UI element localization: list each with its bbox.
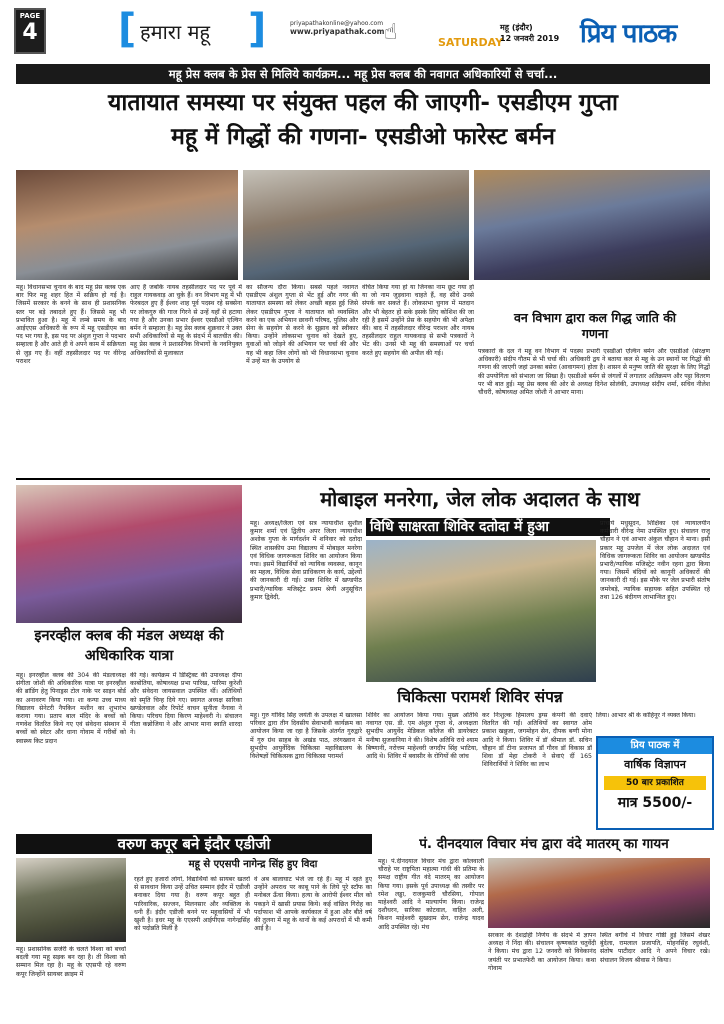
varun-headline: वरुण कपूर बने इंदौर एडीजी	[117, 835, 271, 853]
ticker-text: महू प्रेस क्लब के प्रेस से मिलिये कार्यक्रम... महू प्रेस क्लब की नवागत अधिकारियों से चर्चा...	[168, 67, 558, 81]
health-col-4: लिया। आभार श्री के कोहिनूर ने व्यक्त किया।	[596, 712, 696, 719]
ad-issues: 50 बार प्रकाशित	[604, 776, 706, 790]
ad-subtitle: वार्षिक विज्ञापन	[624, 758, 686, 771]
literacy-camp-photo	[366, 540, 596, 682]
paper-logo: प्रिय पाठक	[580, 19, 677, 49]
press-club-photo-3	[474, 170, 710, 280]
place-date	[500, 22, 559, 44]
varun-headline-bar	[16, 834, 372, 854]
website[interactable]: www.priyapathak.com	[290, 27, 385, 36]
mnrega-text-right: प्राचार्य मधुसूदन, शिक्षिका एवं न्यायालयीन कर्मचारी वीरेन्द्र नेमा उपस्थित हुए। संचालन राजू चौहान ने एवं आभार अंकुल चौहान ने माना। इसी प्रकार महू उपजेल में जेल लोक अदालत एवं विधिक जागरूकता शिविर का आयोजन खण्डपीठ प्रभारी/न्यायिक मजिस्ट्रेट नवीन रहना द्वारा किया गया। जिसमें बंदियों को कानूनी अधिकारों की जानकारी दी गई। इस मौके पर जेल प्रभारी संतोष जमरेबड़े, न्यायिक सहायक सहित उपस्थित रहे तथा 126 बंदीगण लाभान्वित हुए।	[600, 520, 710, 601]
lead-headline-1: यातायात समस्या पर संयुक्त पहल की जाएगी- एसडीएम गुप्ता	[108, 90, 618, 116]
section-title-bracket	[118, 6, 268, 52]
ticker-bar	[16, 64, 710, 84]
health-col-1: महू। गुरु गोविंद सिंह जयंती के उपलक्ष में खालसा परिवार द्वारा तीन दिवसीय सेवाभावी कार्यक्रम का आयोजन किया जा रहा है जिसके अंतर्गत गुरुद्वारे में गुरु ग्रंथ साहब के अखंड पाठ, तरंगख्वान में सुभदीप आयुर्वेदिक चिकित्सा महाविद्यालय के विशेषज्ञों चिकित्सक द्वारा चिकित्सा परामर्श	[250, 712, 362, 761]
day-label: SATURDAY	[438, 36, 504, 49]
deendayal-col-3: स्थित बगीचे में विचार गोष्ठी हुई जिसमें शेखर बुंदेला, रामलाल प्रजापति, मोहनसिंह रघुवंशी, संतोष पाटीदार आदि ने अपने विचार रखे। संचालन विजय श्रीवास ने किया।	[600, 932, 710, 964]
date: 12 जनवरी 2019	[500, 34, 560, 43]
health-headline: चिकित्सा परामर्श शिविर संपन्न	[397, 688, 563, 706]
divider	[16, 478, 710, 480]
forest-side-title: वन विभाग द्वारा कल गिद्ध जाति की गणना	[513, 310, 677, 341]
press-club-photo-1	[16, 170, 238, 280]
press-club-photo-2	[243, 170, 469, 280]
ad-title: प्रिय पाठक में	[598, 738, 712, 754]
deendayal-headline: पं. दीनदयाल विचार मंच द्वारा वंदे मातरम् का गायन	[419, 836, 669, 852]
ad-box[interactable]	[596, 736, 714, 830]
health-col-2: शिविर का आयोजन किया गया। मुख्य अतिथि नवागत एस. डी. एम अंशुल गुप्ता थे, अध्यक्षता सुभदीप आयुर्वेद मेडिकल कॉलेज की डायरेक्टर मनीषा सुजवानिया ने की। विशेष अतिथि राधे श्याम बिष्णानी, नरोत्तम माहेश्वरी जगदीप सिंह भाटिया, आदि थे। शिविर में बवासीर के रोगियों की जांच	[366, 712, 478, 761]
left-bracket-icon: [	[118, 6, 137, 52]
varun-caption: महू। प्रशासनिक सर्जरी के चलते विश्वा को बच्चों बदली गया महू सड़क बन रहा है। ती विश्वा को सम्मान मिल रहा है। महू के एएसपी रहे वरुण कपूर जिन्होंने सायबर क्राइम में	[16, 946, 126, 978]
lead-col-3: का सौजन्य दौरा किया। सबसे पहले नवागत एसडीएम अंशुल गुप्ता से भेंट हुई और नगर की यातायात समस्या को लेकर अच्छी बहस हुई जिसे लेकर एसडीएम गुप्ता ने यातायात को व्यवस्थित करने का एक अभियान छावनी परिषद, पुलिस और सेना के सहयोग से करने के सुझाव को स्वीकार किया। उन्होंने लोकसभा चुनाव को देखते हुए, युवाओं को जोड़ने की अभियान पर चर्चा की और यह भी कहा जिन लोगों को भी विधानसभा चुनाव में उन्हें मत के उपयोग से	[246, 284, 358, 365]
inner-wheel-headline: इनरव्हील क्लब की मंडल अध्यक्ष की अधिकारिक यात्रा	[34, 628, 224, 664]
health-col-3: कर निःशुल्क हिमालय ड्रग्स कंपनी की दवाएं वितरित की गईं। अतिथियों का स्वागत ओम प्रकाश खन्नुजा, जगमोहन सेन, दीपक बग्गी मोना आदि ने किया। शिविर में डॉ श्रीमाल डॉ. सचिन चौहान डॉ टीना प्रजापत डॉ गौरव डॉ विकास डॉ शिवा डॉ मेहा टोकरी ने सेवाएं दीं 165 शिविरार्थियों ने शिविर का लाभ	[482, 712, 592, 769]
deendayal-col-1: महू। पं.दीनदयाल विचार मंच द्वारा कोलवाली चौराहे पर राष्ट्रपिता महात्मा गांधी की प्रतिमा के समक्ष राष्ट्रीय गीत वंदे मातरम् का आयोजन किया गया। इसके पूर्व उपाध्यक्ष की तस्वीर पर रमेश लड्ढा, राजकुमारी चौरसिया, गोपाल माहेश्वरी आदि ने माल्यार्पण किया। राजेन्द्र दशौधरन, सारिका कोटवाल, वाहित अली, किशन माहेश्वरी सुखदाम सेन, राजेन्द्र यादव आदि उपस्थित रहे। मंच	[378, 858, 484, 931]
ad-price: मात्र 5500/-	[617, 795, 693, 811]
deendayal-col-2: सरकार के देशद्रोही निर्णय के संदर्भ में ज्ञापन अध्यक्ष ने निंदा की। संचालन कृष्णकांत चतुर्वेदी ने किया। मंच द्वारा 12 जनवरी को विवेकानंद जयंती पर प्रभातफेरी का आयोजन किया। कथा गोवाम	[488, 932, 596, 972]
right-bracket-icon: ]	[248, 6, 267, 52]
varun-sub-headline: महू से एएसपी नागेन्द्र सिंह हुए विदा	[188, 859, 318, 870]
section-title: हमारा महू	[140, 20, 211, 44]
page-number-badge	[14, 8, 46, 54]
contact-block	[290, 20, 440, 36]
inner-wheel-photo	[16, 485, 242, 623]
lead-headline-2: महू में गिद्धों की गणना- एसडीओ फारेस्ट बर्मन	[171, 124, 555, 150]
mnrega-headline: मोबाइल मनरेगा, जेल लोक अदालत के साथ	[320, 487, 640, 511]
varun-col-2: वे अब बालाघाट भेजे जा रहे हैं। महू में रहते हुए उन्होंने अपराध पर काबू पाने के लिये पूरे स्टॉफ का मनोबल ऊँचा किया। हत्या के आरोपी ईश्वर मील को पकड़ने में खासी प्रयास किये। कई वांछित गिरोह का पर्दाफाश भी आपके कार्यकाल में हुआ और बीते वर्ष की तुलना में महू के थानों के कई अपराधों में भी कमी आई है।	[254, 876, 372, 933]
varun-col-1: रहते हुए हजारों लोगों, विद्यार्थियों को सायबर खतरों से सावधान किया उन्हें उचित सम्मान इंदौर में एडीजी बनाकर दिया गया है। वरुण कपूर बहुत ही पारिवारिक, सज्जन, मिलनसार और व्यक्तित्व के धनी हैं। इंदौर एडीजी बनने पर महूवासियों में भी खुशी है। इधर महू के एएसपी आईपीएस नागेन्द्रसिंह को पदोन्नति मिली है	[134, 876, 250, 933]
page-number: 4	[22, 20, 38, 45]
vande-mataram-photo	[488, 858, 710, 928]
place: महू (इंदौर)	[500, 23, 533, 32]
mnrega-text-left: महू। अध्यक्ष/जिला एवं सत्र न्यायाधीश सुशील कुमार शर्मा एवं द्वितीय अपर जिला न्यायाधीश अशोक गुप्ता के मार्गदर्शन में शनिवार को दतोदा स्थित शासकीय उमा विद्यालय में मोबाइल मनरेगा एवं विधिक जागरूकता शिविर का आयोजन किया गया। इसमें विद्यार्थियों को न्यायिक व्यवस्था, कानून का महत्व, विधिक सेवा प्राधिकरण के कार्य, उद्देश्यों की जानकारी दी गई। उक्त शिविर में खण्डपीठ प्रभारी/न्यायिक मजिस्ट्रेट प्रथम श्रेणी अनुसूचित कुमार द्विवेदी,	[250, 520, 362, 601]
lead-col-1: महू। विधानसभा चुनाव के बाद महू प्रेस क्लब एक बार फिर महू शहर हित में सक्रिय हो गई है। जिसमें सरकार के बनने के साथ ही प्रशासनिक स्तर पर बड़े तबादले हुए हैं। जिससे महू भी प्रभावित हुआ है। महू में लम्बे समय के बाद आईएएस अधिकारी के रूप में महू एसडीएम का पद भर गया है, इस पद पर अंशुल गुप्ता ने पदभार सम्हाला है और आते ही वे अपने काम में सक्रियता से जुड़ गए हैं। वहीं तहसीलदार पद पर वीरेन्द्र पराशर	[16, 284, 126, 365]
officer-portrait	[16, 858, 126, 942]
hand-pointer-icon: ☝	[384, 20, 398, 45]
masthead	[0, 0, 724, 62]
lead-col-4: वंचित किया गया हो या जिनका नाम छूट गया हो या जो नाम जुड़वाना चाहते हैं, वह सीधे उनसे संपर्क कर सकते हैं। लोकसभा चुनाव में मतदान और भी बेहतर हो सके इसके लिए कोशिश की जा रही है इसमें उन्होंने प्रेस के सहयोग की भी अपेक्षा की। बाद में तहसीलदार वीरेन्द्र पराशर और नायब तहसीलदार राहुल गायकवाड़ से सभी पत्रकारों ने भेंट की। उनसे भी महू की समस्याओं पर चर्चा करते हुए सहयोग की अपील की गई।	[362, 284, 474, 357]
lead-col-2: आए हैं जबकि नायब तहसीलदार पद पर पूर्व में राहुल गायकवाड़ आ चुके हैं। वन विभाग महू में भी फेरबदल हुए हैं ईश्वर शाह पूर्व पदस्थ रहे सक्सेना पर लोकगुरु की गाज गिरने से उन्हें यहाँ से हटाया गया है और उनका प्रभार ईश्वर एसडीओ एल्विन बर्मन ने सम्हाला है। महू प्रेस क्लब शुक्रवार ने उक्त सभी अधिकारियों से महू के संदर्भ में बातचीत की। महू प्रेस क्लब ने प्रशासनिक विभागों के नवनियुक्त अधिकारियों से मुलाकात	[130, 284, 242, 357]
inner-wheel-col-1: महू। इनरव्हील क्लब की 304 की मंडलाध्यक्ष संगीता जोशी की अधिकारिक यात्रा पर इनरव्हील की ब्रांडिंग हेतु पिनाड्रस टोल नाके पर साइन बोर्ड का अनावरण किया गया। शा कन्या उच्च माध्य विद्यालय सेनेटरी नैपकिन मशीन का शुभारंभ कराया गया। प्रताप बाल मंदिर के बच्चों को गणवेश वितरित किये गए एवं संवेदना संस्थान में बच्चों को स्वेटर और धाना गोवाम में गरीबों को स्वास्थ्य किट प्रदान	[16, 672, 126, 745]
email[interactable]: priyapathakonline@yahoo.com	[290, 20, 384, 27]
page-label: PAGE	[19, 12, 41, 20]
forest-side-text: पत्रकारों के दल ने महू वन विभाग में पदस्थ प्रभारी एसडीओ एल्विन बर्मन और एसडीओ (संरक्षण अधिकारी) संदीप गौतम से भी चर्चा की। अधिकारी द्वय ने बताया कल से महू के उन स्थानों पर गिद्धों की गणना की जाएगी जहां उनका बसेरा (आवागमन) होता है। शासन से मनुष्य जाति की सुरक्षा के लिए गिद्धों की उपयोगिता को संभाला जा सिखा है। एसडीओ बर्मन से जंगलों में लगातार अतिक्रमण और पट्टा वितरण पर भी बात हुई। महू प्रेस क्लब की ओर से अध्यक्ष दिनेश सोलंकी, उपाध्यक्ष संदीप शर्मा, सचिव नीलेश चौधरी, कोषाध्यक्ष अमित जोशी ने आभार माना।	[478, 348, 710, 397]
mnrega-sub-headline: विधि साक्षरता शिविर दतोदा में हुआ	[366, 518, 610, 536]
inner-wheel-col-2: की गई। कार्यक्रम में डिस्ट्रिक्ट की उपाध्यक्ष दीपा काबोतिया, कोषाध्यक्ष प्रभा पारिख, पारिमा कुरेशी और संवेदना जायसवाल उपस्थित थीं। अतिथियों को स्मृति चिन्ह दिये गए। स्वागत अध्यक्ष सारिका खण्डेलवाल और रिपोर्ट वाचन सुनीता नैनावा ने किया। परिचय दिया किरण माहेश्वरी ने। संचालन गीता कन्नोजिया ने और आभार माना स्वाति शारदा ने।	[130, 672, 242, 737]
